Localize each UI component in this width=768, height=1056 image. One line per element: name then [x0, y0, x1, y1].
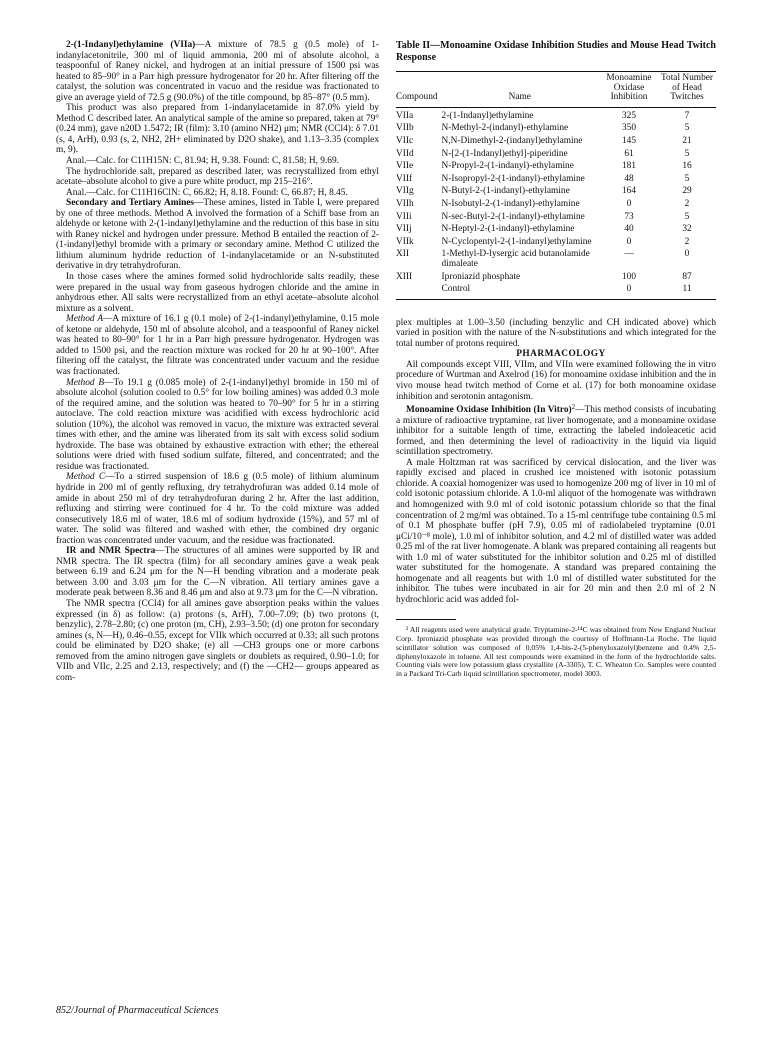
table-row	[396, 284, 716, 299]
inhibition-cell: 48	[624, 173, 634, 184]
table-row	[396, 161, 716, 174]
twitches-cell: 16	[682, 161, 692, 172]
twitches-cell: 5	[684, 123, 690, 134]
twitches-cell: 2	[684, 198, 690, 209]
right-column	[396, 40, 716, 679]
footnote-marker: 2	[571, 403, 576, 412]
inhibition-cell: 325	[621, 110, 636, 121]
inhibition-cell: 181	[621, 161, 636, 172]
inhibition-cell: 350	[621, 123, 636, 134]
table-row	[396, 107, 716, 123]
paragraph-method-b: Method B—To 19.1 g (0.085 mole) of 2-(1-indanyl)ethyl bromide in 150 ml of absolute alcohol (solution cooled to 0.5° for low boiling amines) was added 0.3 mole of the required amine, and the solution was heated to 70–90° for 5 hr in a stirring autoclave. The cold reaction mixture was acidified with excess hydrochloric acid solution (10%), the alcohol was removed in vacuo, the mixture was extracted several times with ether, and the amine was liberated from its salt with excess solid sodium hydroxide. The base was obtained by exhaustive extraction with ether; the ethereal solutions were dried with fused sodium sulfate, filtered, and concentrated; and the residue was fractionated.	[56, 377, 379, 472]
footnote: ² All reagents used were analytical grade. Tryptamine-2-¹⁴C was obtained from New England Nuclear Corp. Iproniazid phosphate was provided through the courtesy of Hoffmann-La Roche. The liquid scintillator solution was composed of 0.05% 1,4-bis-2-(5-phenyloxazolyl)benzene and 0.4% 2,5-diphenyloxazole in toluene. All test compounds were examined in the form of the hydrochloride salts. Counting vials were low potassium glass crystallite (A-3305), T. C. Wheaton Co. Samples were counted in a Packard Tri-Carb liquid scintillation spectrometer, model 3003.	[396, 625, 716, 678]
paragraph-rat-liver: A male Holtzman rat was sacrificed by cervical dislocation, and the liver was rapidly excised and placed in crushed ice moistened with isotonic potassium chloride. A coaxial homogenizer was used to homogenize 200 mg of liver in 10 ml of cold isotonic potassium chloride. A 1.0-ml aliquot of the homogenate was withdrawn and homogenized with 9.0 ml of cold isotonic potassium chloride so that the final concentration of 2 mg/ml was obtained. To a 15-ml centrifuge tube containing 0.5 ml of 0.1 M phosphate buffer (pH 7.9), 0.05 ml of radiolabeled tryptamine (0.01 μCi/10⁻⁸ mole), 1.0 ml of inhibitor solution, and 4.2 ml of distilled water was added 0.25 ml of the rat liver homogenate. A blank was prepared containing all reagents but with 1.0 ml of water substituted for the inhibitor solution and 0.25 ml of distilled water substituted for the homogenate. A standard was prepared containing the homogenate and all reagents but with 1.0 ml of distilled water substituted for the inhibitor. The tubes were incubated in air for 20 min and then 2.0 ml of 2 N hydrochloric acid was added fol-	[396, 457, 716, 605]
section-heading: PHARMACOLOGY	[516, 349, 606, 360]
compound-cell: VIIg	[396, 186, 414, 197]
analysis-line: Anal.—Calc. for C11H15N: C, 81.94; H, 9.38. Found: C, 81.58; H, 9.69.	[66, 156, 339, 167]
twitches-cell: 21	[682, 135, 692, 146]
compound-cell: VIIc	[396, 135, 414, 146]
paragraph-nmr-values: The NMR spectra (CCl4) for all amines gave absorption peaks within the values expressed (in δ) as follow: (a) protons (s, ArH), 7.00–7.09; (b) two protons (t, benzylic), 2.78–2.80; (c) one proton (m, CH), 2.93–3.50; (d) one proton for secondary amines (s, N—H), 0.46–0.55, except for VIIk which occurred at 0.33; all such protons could be eliminated by D2O shake; (e) all —CH3 groups one or more carbons removed from the amino nitrogen gave singlets or doublets as required, 0.90–1.0; for VIIb and VIIc, 2.25 and 2.13, respectively; and (f) the —CH2— groups appeared as com-	[56, 598, 379, 683]
compound-cell: VIIe	[396, 161, 414, 172]
table-row	[396, 224, 716, 237]
twitches-cell: 29	[682, 186, 692, 197]
paragraph-method-c: Method C—To a stirred suspension of 18.6 g (0.5 mole) of lithium aluminum hydride in 200 ml of gently refluxing, dry tetrahydrofuran was added 0.14 mole of amide in about 250 ml of dry tetrahydrofuran during 2 hr. After the last addition, refluxing and stirring were continued for 4 hr. To the cold mixture was added consecutively 18.6 ml of water, 18.6 ml of sodium hydroxide (15%), and 57 ml of water. The solid was filtered and washed with ether, the combined dry organic fraction was concentrated under vacuum, and the residue was fractionated.	[56, 472, 379, 546]
twitches-cell: 5	[684, 173, 690, 184]
method-heading: Method A	[66, 314, 104, 325]
twitches-cell: 5	[684, 148, 690, 159]
run-in-heading: 2-(1-Indanyl)ethylamine (VIIa)	[66, 40, 196, 50]
compound-cell: VIIi	[396, 211, 412, 222]
header-compound: Compound	[396, 72, 440, 108]
page-footer: 852/Journal of Pharmaceutical Sciences	[56, 1005, 219, 1016]
paragraph-hydrochloride: The hydrochloride salt, prepared as described later, was recrystallized from ethyl acetate–absolute alcohol to give a pure white product, mp 215–216°.	[56, 166, 379, 188]
inhibition-cell: 164	[621, 186, 636, 197]
name-cell: N-sec-Butyl-2-(1-indanyl)-ethylamine	[441, 211, 585, 222]
inhibition-cell: 100	[621, 271, 636, 282]
mao-inhibition-table	[396, 71, 716, 300]
table-row	[396, 174, 716, 187]
table-header-row	[396, 72, 716, 108]
footnote-divider	[396, 619, 456, 620]
name-cell: 1-Methyl-D-lysergic acid butanolamide dimaleate	[441, 249, 590, 269]
compound-cell: XII	[396, 249, 409, 260]
table-row	[396, 136, 716, 149]
method-heading: Method B	[66, 377, 105, 388]
header-name: Name	[440, 72, 600, 108]
header-inhibition: Monoamine Oxidase Inhibition	[600, 72, 658, 108]
paragraph-salts: In those cases where the amines formed solid hydrochloride salts readily, these were prepared in the usual way from gaseous hydrogen chloride and the amine in anhydrous ether. All salts were recrystallized from an ethyl acetate–absolute alcohol mixture as a solvent.	[56, 272, 379, 314]
compound-cell: XIII	[396, 271, 413, 282]
run-in-heading: Secondary and Tertiary Amines	[66, 198, 195, 209]
name-cell: N-Isopropyl-2-(1-indanyl)-ethylamine	[441, 173, 585, 184]
left-column	[56, 40, 379, 683]
table-row	[396, 212, 716, 225]
inhibition-cell: 40	[624, 224, 634, 235]
pharmacology-text	[396, 318, 716, 679]
compound-cell	[396, 284, 440, 299]
paragraph-pharmacology: All compounds except VIII, VIIm, and VIIn were examined following the in vitro procedure of Wurtman and Axelrod (16) for monoamine oxidase inhibition and the in vivo mouse head twitch method of Corne et al. (17) for both monoamine oxidase inhibition and serotonin antagonism.	[396, 359, 716, 402]
paragraph-ir-nmr: IR and NMR Spectra—The structures of all amines were supported by IR and NMR spectra. The IR spectra (film) for all secondary amines gave a weak peak between 6.19 and 6.24 μm for the N—H bending vibration and a moderate peak between 3.00 and 3.03 μm for the C—N vibration. All tertiary amines gave a moderate peak between 8.36 and 8.46 μm and also at 9.73 μm for the C—N vibration.	[56, 546, 379, 599]
name-cell: N-Heptyl-2-(1-indanyl)-ethylamine	[441, 224, 575, 235]
compound-cell: VIIk	[396, 236, 414, 247]
inhibition-cell: —	[624, 249, 634, 260]
twitches-cell: 32	[682, 224, 692, 235]
paragraph-viia-synthesis: 2-(1-Indanyl)ethylamine (VIIa)—A mixture of 78.5 g (0.5 mole) of 1-indanylacetonitrile, 300 ml of liquid ammonia, 200 ml of absolute alcohol, a teaspoonful of Raney nickel, and hydrogen at an initial pressure of 1500 psi was heated to 85–90° in a Parr high pressure hydrogenator for 20 hr. After filtering off the catalyst, the solution was concentrated in vacuo and the residue was fractionated to give an average yield of 72.5 g (90.0%) of the title compound, bp 85–87° (0.5 mm).	[56, 40, 379, 103]
table-row	[396, 149, 716, 162]
compound-cell: VIIb	[396, 123, 414, 134]
name-cell: N-Isobutyl-2-(1-indanyl)-ethylamine	[441, 198, 580, 209]
paragraph-method-a: Method A—A mixture of 16.1 g (0.1 mole) of 2-(1-indanyl)ethylamine, 0.15 mole of ketone or aldehyde, 150 ml of absolute alcohol, and a teaspoonful of Raney nickel was heated to 80–90° for 1 hr in a Parr high pressure hydrogenator. Hydrogen was added to 1500 psi, and the reaction mixture was rocked for 20 hr at 90–100°. After filtering off the catalyst, the filtrate was concentrated under vacuum and the residue was fractionated.	[56, 314, 379, 377]
paragraph-mao-method: Monoamine Oxidase Inhibition (In Vitro)$^2$—This method consists of incubating a mixture of radioactive tryptamine, rat liver homogenate, and a monoamine oxidase inhibitor for a suitable length of time, extracting the labeled indoleacetic acid formed, and then determining the level of radioactivity in the liquid via liquid scintillation spectrometry.	[396, 403, 716, 458]
header-twitches: Total Number of Head Twitches	[658, 72, 716, 108]
inhibition-cell: 73	[624, 211, 634, 222]
method-heading: Method C	[66, 472, 106, 483]
table-row	[396, 272, 716, 285]
compound-cell: VIIh	[396, 198, 414, 209]
twitches-cell: 5	[684, 211, 690, 222]
twitches-cell: 87	[682, 271, 692, 282]
inhibition-cell: 145	[621, 135, 636, 146]
compound-cell: VIIa	[396, 110, 414, 121]
table-row	[396, 199, 716, 212]
run-in-heading: Monoamine Oxidase Inhibition (In Vitro)	[406, 405, 572, 416]
inhibition-cell: 0	[600, 284, 658, 299]
twitches-cell: 11	[658, 284, 716, 299]
table-caption: Table II—Monoamine Oxidase Inhibition Studies and Mouse Head Twitch Response	[396, 40, 716, 63]
inhibition-cell: 0	[626, 198, 632, 209]
twitches-cell: 7	[684, 110, 690, 121]
inhibition-cell: 61	[624, 148, 634, 159]
name-cell: 2-(1-Indanyl)ethylamine	[441, 110, 534, 121]
name-cell: N-Cyclopentyl-2-(1-indanyl)ethylamine	[441, 236, 592, 247]
paragraph-continued: plex multiples at 1.00–3.50 (including benzylic and CH indicated above) which varied in position with the nature of the N-substitutions and which integrated for the total number of protons required.	[396, 317, 716, 349]
table-row	[396, 249, 716, 271]
name-cell: N-Butyl-2-(1-indanyl)-ethylamine	[441, 186, 570, 197]
paragraph-alt-preparation: This product was also prepared from 1-indanylacetamide in 87.0% yield by Method C described later. An analytical sample of the amine so prepared, taken at 79° (0.24 mm), gave n20D 1.5472; IR (film): 3.10 (amino NH2) μm; NMR (CCl4): δ 7.01 (s, 4, ArH), 0.93 (s, 2, NH2, 2H+ eliminated by D2O shake), and 1.13–3.35 (complex m, 9).	[56, 103, 379, 156]
name-cell: Control	[440, 284, 600, 299]
name-cell: N-Methyl-2-(indanyl)-ethylamine	[441, 123, 569, 134]
analysis-line: Anal.—Calc. for C11H16ClN: C, 66.82; H, 8.18. Found: C, 66.87; H, 8.45.	[66, 187, 348, 198]
twitches-cell: 0	[684, 249, 690, 260]
twitches-cell: 2	[684, 236, 690, 247]
table-row	[396, 237, 716, 250]
table-row	[396, 186, 716, 199]
name-cell: N-[2-(1-Indanyl)ethyl]-piperidine	[441, 148, 568, 159]
inhibition-cell: 0	[626, 236, 632, 247]
table-body	[396, 107, 716, 299]
compound-cell: VIIf	[396, 173, 413, 184]
name-cell: N-Propyl-2-(1-indanyl)-ethylamine	[441, 161, 574, 172]
run-in-heading: IR and NMR Spectra	[66, 546, 156, 557]
compound-cell: VIIj	[396, 224, 412, 235]
compound-cell: VIId	[396, 148, 414, 159]
paragraph-secondary-tertiary: Secondary and Tertiary Amines—These amines, listed in Table I, were prepared by one of three methods. Method A involved the formation of a Schiff base from an aldehyde or ketone with 2-(1-indanyl)ethylamine and the reduction of this base in situ with Raney nickel and hydrogen under pressure. Method B entailed the reaction of 2-(1-indanyl)ethyl bromide with a primary or secondary amine. Method C utilized the lithium aluminum hydride reduction of 1-indanylacetamide or an N-substituted derivative in dry tetrahydrofuran.	[56, 198, 379, 272]
name-cell: Iproniazid phosphate	[441, 271, 521, 282]
table-row	[396, 123, 716, 136]
name-cell: N,N-Dimethyl-2-(indanyl)ethylamine	[441, 135, 583, 146]
